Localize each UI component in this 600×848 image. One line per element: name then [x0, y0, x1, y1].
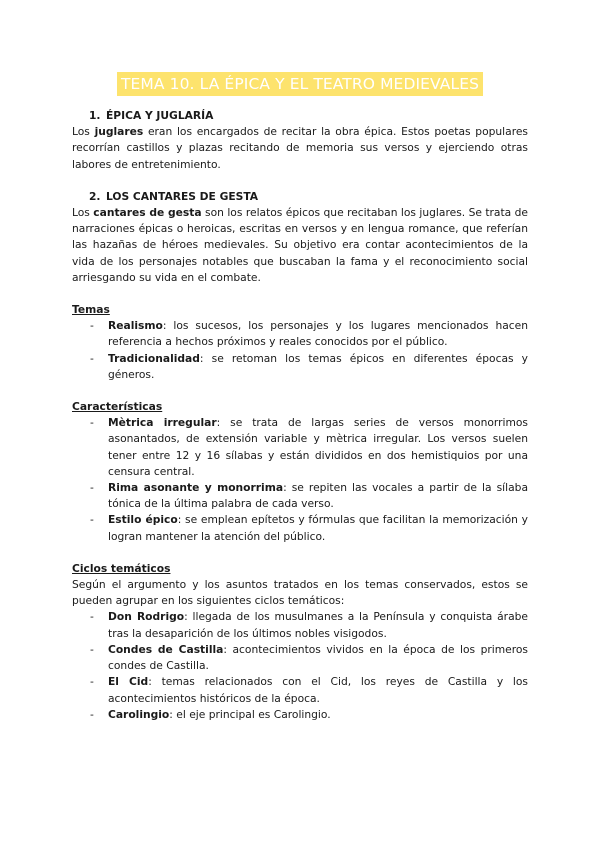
section-paragraph-2: Los cantares de gesta son los relatos épicos que recitaban los juglares. Se trata de narraciones épicas o heroicas, escritas en versos y en lengua romance, que referían las hazañas de héroes medievales. Su objetivo era contar acontecimientos de la vida de los personajes notables que buscaban la fama y el reconocimiento social arriesgando su vida en el combate.: [72, 206, 528, 284]
list-item: - Rima asonante y monorrima: se repiten las vocales a partir de la sílaba tónica de la última palabra de cada verso.: [90, 481, 528, 511]
list-item: - Estilo épico: se emplean epítetos y fórmulas que facilitan la memorización y logran mantener la atención del público.: [90, 513, 528, 543]
title-block: [0, 72, 600, 96]
subheading-caracteristicas: Características: [72, 400, 163, 414]
list-item: - El Cid: temas relacionados con el Cid, los reyes de Castilla y los acontecimientos históricos de la época.: [90, 675, 529, 705]
section-number: 1.: [89, 109, 101, 122]
list-item: - Don Rodrigo: llegada de los musulmanes a la Península y conquista árabe tras la desaparición de los últimos nobles visigodos.: [90, 610, 528, 640]
section-title: ÉPICA Y JUGLARÍA: [106, 109, 214, 122]
section-number: 2.: [89, 189, 101, 203]
subheading-ciclos: Ciclos temáticos: [72, 561, 171, 575]
page-title: TEMA 10. LA ÉPICA Y EL TEATRO MEDIEVALES: [117, 72, 483, 96]
list-item: - Tradicionalidad: se retoman los temas épicos en diferentes épocas y géneros.: [90, 351, 528, 381]
list-item: - Realismo: los sucesos, los personajes y los lugares mencionados hacen referencia a hechos próximos y reales conocidos por el público.: [90, 319, 528, 349]
list-temas: [72, 318, 528, 383]
section-heading-2: [89, 189, 528, 205]
list-item: - Condes de Castilla: acontecimientos vividos en la época de los primeros condes de Castilla.: [90, 642, 528, 673]
section-heading-1: [89, 108, 528, 124]
section-title: LOS CANTARES DE GESTA: [106, 189, 259, 203]
list-ciclos: [72, 609, 528, 722]
section-paragraph-1: Los juglares eran los encargados de recitar la obra épica. Estos poetas populares recorrían castillos y plazas recitando de memoria sus versos y ejerciendo otras labores de entretenimiento.: [72, 125, 528, 171]
ciclos-intro: Según el argumento y los asuntos tratados en los temas conservados, estos se pueden agrupar en los siguientes ciclos temáticos:: [72, 578, 528, 608]
document-body: [72, 108, 528, 723]
subheading-temas: Temas: [72, 303, 110, 317]
list-caracteristicas: [72, 415, 528, 545]
list-item: - Carolingio: el eje principal es Carolingio.: [90, 707, 331, 721]
list-item: - Mètrica irregular: se trata de largas series de versos monorrimos asonantados, de extensión variable y mètrica irregular. Los versos suelen tener entre 12 y 16 sílabas y están divididos en dos hemistiquios por una censura central.: [90, 416, 528, 478]
